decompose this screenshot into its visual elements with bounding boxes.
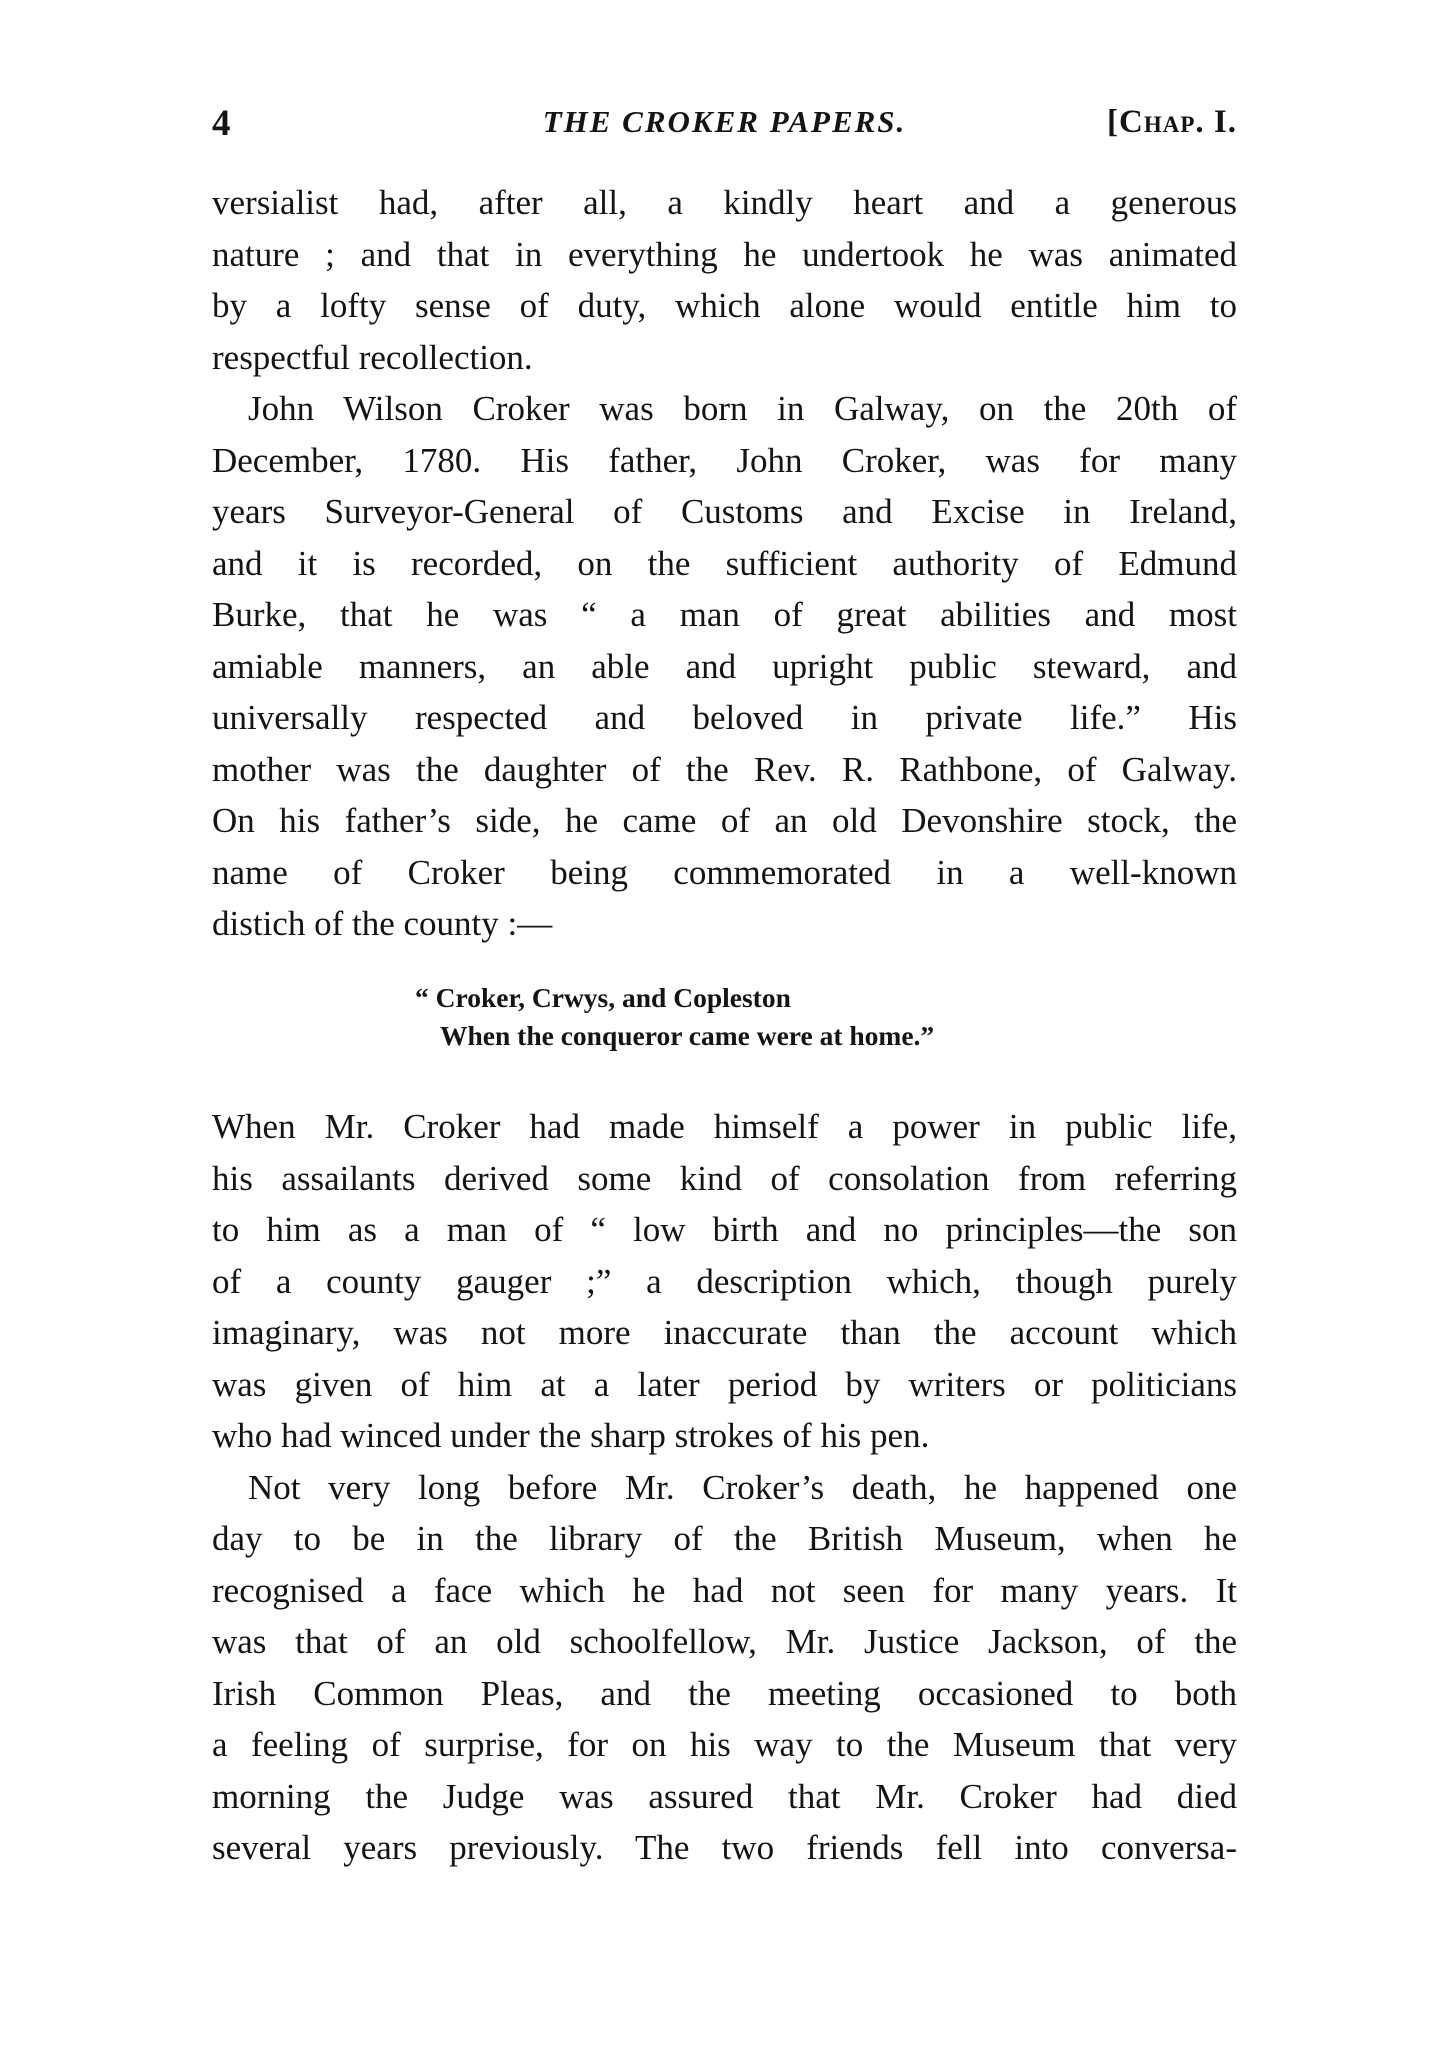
text-line: name of Croker being commemorated in a well-known <box>212 852 1237 892</box>
page-number: 4 <box>212 103 231 144</box>
paragraph <box>212 1462 1237 1874</box>
verse-line: When the conqueror came were at home.” <box>440 1020 935 1051</box>
text-line: nature ; and that in everything he undertook he was animated <box>212 234 1237 274</box>
text-line: a feeling of surprise, for on his way to the Museum that very <box>212 1725 1237 1764</box>
text-before-verse <box>212 177 1237 950</box>
text-line: who had winced under the sharp strokes of his pen. <box>212 1416 930 1455</box>
text-line: imaginary, was not more inaccurate than the account which <box>212 1313 1237 1352</box>
text-line: mother was the daughter of the Rev. R. Rathbone, of Galway. <box>212 749 1237 789</box>
text-line: Burke, that he was “ a man of great abilities and most <box>212 595 1237 634</box>
text-line: amiable manners, an able and upright public steward, and <box>212 646 1237 686</box>
running-head <box>212 102 1237 146</box>
text-line: and it is recorded, on the sufficient authority of Edmund <box>212 543 1237 583</box>
paragraph <box>212 383 1237 950</box>
text-line: Not very long before Mr. Croker’s death, he happened one <box>248 1467 1237 1507</box>
chapter-reference: [Chap. I. <box>1107 104 1237 140</box>
text-line: his assailants derived some kind of consolation from referring <box>212 1158 1237 1198</box>
text-line: respectful recollection. <box>212 337 533 377</box>
text-line: was given of him at a later period by writers or politicians <box>212 1364 1237 1404</box>
text-line: universally respected and beloved in private life.” His <box>212 698 1237 737</box>
text-line: On his father’s side, he came of an old Devonshire stock, the <box>212 801 1237 840</box>
text-line: John Wilson Croker was born in Galway, on the 20th of <box>248 389 1237 428</box>
paragraph <box>212 1101 1237 1462</box>
text-line: versialist had, after all, a kindly heart and a generous <box>212 183 1237 222</box>
running-title: THE CROKER PAPERS. <box>542 104 907 139</box>
text-line: Irish Common Pleas, and the meeting occasioned to both <box>212 1673 1237 1713</box>
text-line: recognised a face which he had not seen for many years. It <box>212 1570 1237 1610</box>
text-line: several years previously. The two friends fell into conversa- <box>212 1828 1237 1867</box>
text-line: distich of the county :— <box>212 904 553 943</box>
paragraph <box>212 177 1237 383</box>
text-line: When Mr. Croker had made himself a power in public life, <box>212 1107 1237 1146</box>
text-line: December, 1780. His father, John Croker, was for many <box>212 440 1237 480</box>
text-after-verse <box>212 1101 1237 1874</box>
verse-quotation <box>415 979 934 1055</box>
verse-line: “ Croker, Crwys, and Copleston <box>415 982 791 1013</box>
text-line: morning the Judge was assured that Mr. Croker had died <box>212 1776 1237 1816</box>
text-line: by a lofty sense of duty, which alone would entitle him to <box>212 286 1237 325</box>
text-line: years Surveyor-General of Customs and Excise in Ireland, <box>212 492 1237 531</box>
text-line: was that of an old schoolfellow, Mr. Justice Jackson, of the <box>212 1622 1237 1661</box>
text-line: of a county gauger ;” a description which, though purely <box>212 1261 1237 1301</box>
text-line: day to be in the library of the British Museum, when he <box>212 1519 1237 1558</box>
text-line: to him as a man of “ low birth and no principles—the son <box>212 1210 1237 1249</box>
